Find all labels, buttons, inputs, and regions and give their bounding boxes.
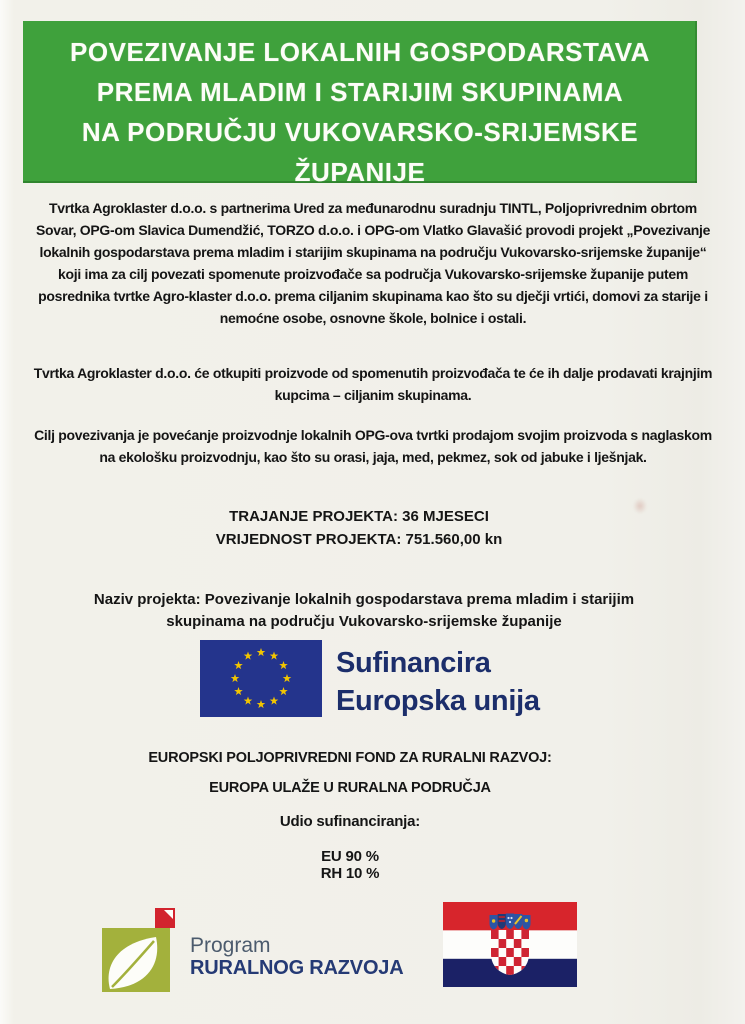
eu-cofinance-line2: Europska unija <box>336 685 540 717</box>
cofinance-shares <box>0 848 700 882</box>
program-logo-text <box>190 934 403 979</box>
project-duration: TRAJANJE PROJEKTA: 36 MJESECI <box>229 508 489 525</box>
project-value: VRIJEDNOST PROJEKTA: 751.560,00 kn <box>215 531 503 548</box>
cofinance-share-label: Udio sufinanciranja: <box>279 813 421 830</box>
cofinance-share-rh: RH 10 % <box>320 865 380 882</box>
title-line: POVEZIVANJE LOKALNIH GOSPODARSTAVA <box>70 37 650 67</box>
eu-cofinance-label <box>336 644 540 720</box>
eu-flag-icon <box>200 640 322 717</box>
title-line: NA PODRUČJU VUKOVARSKO-SRIJEMSKE <box>81 117 639 147</box>
coat-of-arms-crown-icon <box>490 914 531 930</box>
leaf-icon <box>100 905 180 997</box>
goal-paragraph: Cilj povezivanja je povećanje proizvodnje lokalnih OPG-ova tvrtki prodajom svojim proizvoda s naglaskom na ekološku proizvodnju, kao što su orasi, jaja, med, pekmez, sok od jabuke i lješnjak. <box>34 427 712 465</box>
scan-smudge-artifact <box>633 498 647 514</box>
title-line: ŽUPANIJE <box>294 157 426 187</box>
project-name: Naziv projekta: Povezivanje lokalnih gospodarstava prema mladim i starijim skupinama na području Vukovarsko-srijemske županije <box>93 591 635 630</box>
project-title-banner <box>23 21 697 187</box>
croatia-flag-icon <box>443 902 577 987</box>
eu-cofinance-line1: Sufinancira <box>336 647 491 679</box>
intro-paragraph: Tvrtka Agroklaster d.o.o. s partnerima Ured za međunarodnu suradnju TINTL, Poljoprivrednim obrtom Sovar, OPG-om Slavica Dumendžić, TORZO d.o.o. i OPG-om Vlatko Glavašić provodi projekt „Povezivanje lokalnih gospodarstava prema mladim i starijim skupinama na području Vukovarsko-srijemske županije“ koji ima za cilj povezati spomenute proizvođače sa područja Vukovarsko-srijemske županije putem posrednika tvrtke Agro-klaster d.o.o. prema ciljanim skupinama kao što su dječji vrtići, domovi za starije i nemoćne osobe, osnovne škole, bolnice i ostali. <box>35 200 711 326</box>
fund-title: EUROPSKI POLJOPRIVREDNI FOND ZA RURALNI RAZVOJ: <box>148 750 552 766</box>
program-logo-line1: Program <box>190 934 271 957</box>
purchase-paragraph: Tvrtka Agroklaster d.o.o. će otkupiti proizvode od spomenutih proizvođača te će ih dalje prodavati krajnjim kupcima – ciljanim skupinama. <box>33 365 713 403</box>
cofinance-share-eu: EU 90 % <box>321 848 379 865</box>
coat-of-arms-shield-icon <box>491 930 529 975</box>
rural-development-program-logo <box>100 905 410 997</box>
title-line: PREMA MLADIM I STARIJIM SKUPINAMA <box>96 77 624 107</box>
fund-subtitle: EUROPA ULAŽE U RURALNA PODRUČJA <box>209 780 491 796</box>
program-logo-line2: RURALNOG RAZVOJA <box>190 957 404 979</box>
project-facts <box>0 505 718 551</box>
